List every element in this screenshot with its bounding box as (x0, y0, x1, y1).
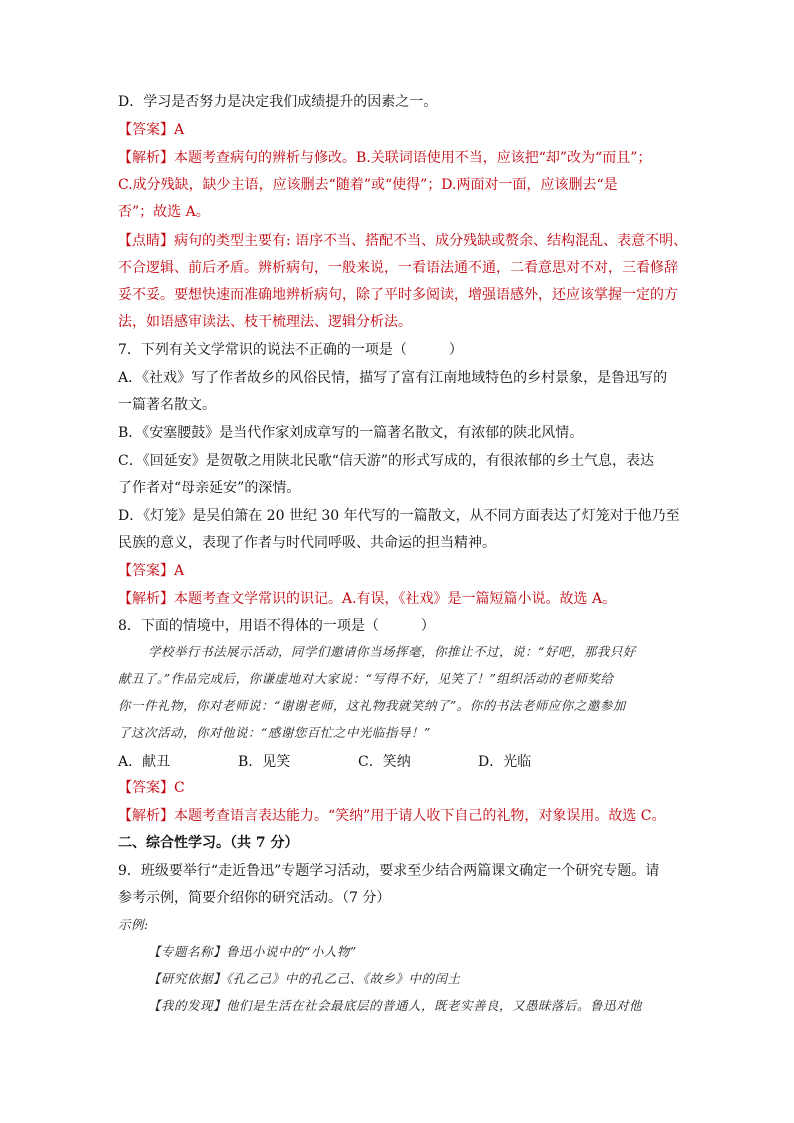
analysis-tag: 【解析】 (118, 808, 174, 824)
q8-option-a: A．献丑 (118, 754, 171, 770)
q7-analysis (118, 589, 616, 609)
analysis-text: 本题考查病句的辨析与修改。B.关联词语使用不当，应该把“却”改为“而且”； (174, 150, 652, 166)
q6-option-d: D．学习是否努力是决定我们成绩提升的因素之一。 (118, 94, 438, 110)
q6-answer (118, 120, 184, 140)
q8-analysis (118, 806, 665, 826)
q7-option-a-cont: 一篇著名散文。 (118, 397, 216, 413)
q8-passage-line: 你一件礼物，你对老师说：“谢谢老师，这礼物我就笑纳了”。你的书法老师应你之邀参加 (118, 698, 626, 713)
q8-stem: 8．下面的情境中，用语不得体的一项是（ ） (118, 618, 435, 634)
answer-value: A (174, 122, 185, 138)
q7-answer (118, 561, 184, 581)
q8-option-c: C．笑纳 (358, 754, 411, 770)
q7-option-d: D．《灯笼》是吴伯箫在 20 世纪 30 年代写的一篇散文，从不同方面表达了灯笼对于他乃至 (118, 508, 680, 524)
q9-stem-cont: 参考示例，简要介绍你的研究活动。（7 分） (118, 890, 391, 906)
q6-analysis-line: 否”；故选 A。 (118, 204, 210, 220)
analysis-text: 本题考查文学常识的识记。A.有误，《社戏》是一篇短篇小说。故选 A。 (174, 591, 617, 607)
q8-answer (118, 778, 185, 798)
q6-analysis-line: C.成分残缺，缺少主语，应该删去“随着”或“使得”；D.两面对一面，应该删去“是 (118, 177, 618, 193)
section-heading: 二、综合性学习。（共 7 分） (118, 835, 299, 851)
q6-tip-line (118, 231, 687, 251)
q7-option-b: B．《安塞腰鼓》是当代作家刘成章写的一篇著名散文，有浓郁的陕北风情。 (118, 425, 584, 441)
q8-passage-line: 献丑了。”作品完成后，你谦虚地对大家说：“写得不好，见笑了！”组织活动的老师奖给 (118, 671, 614, 686)
q9-example-line: 【研究依据】《孔乙己》中的孔乙己、《故乡》中的闰土 (148, 971, 461, 986)
q7-stem: 7．下列有关文学常识的说法不正确的一项是（ ） (118, 342, 463, 358)
answer-value: A (174, 563, 185, 579)
answer-value: C (174, 780, 185, 796)
analysis-tag: 【解析】 (118, 591, 174, 607)
analysis-text: 本题考查语言表达能力。“笑纳”用于请人收下自己的礼物，对象误用。故选 C。 (174, 808, 666, 824)
q6-tip-line: 妥不妥。要想快速而准确地辨析病句，除了平时多阅读，增强语感外，还应该掌握一定的方 (118, 287, 678, 303)
answer-tag: 【答案】 (118, 122, 174, 138)
q9-stem: 9．班级要举行“走近鲁迅”专题学习活动，要求至少结合两篇课文确定一个研究专题。请 (118, 863, 660, 879)
q6-analysis-line (118, 148, 651, 168)
q7-option-c: C．《回延安》是贺敬之用陕北民歌“信天游”的形式写成的，有很浓郁的乡土气息，表达 (118, 453, 655, 469)
q6-tip-line: 法，如语感审读法、枝干梳理法、逻辑分析法。 (118, 314, 412, 330)
q9-example-line: 【我的发现】他们是生活在社会最底层的普通人，既老实善良，又愚昧落后。鲁迅对他 (148, 998, 643, 1013)
answer-tag: 【答案】 (118, 780, 174, 796)
q8-option-b: B．见笑 (238, 754, 291, 770)
tip-text: 病句的类型主要有: 语序不当、搭配不当、成分残缺或赘余、结构混乱、表意不明、 (174, 233, 688, 249)
q6-tip-line: 不合逻辑、前后矛盾。辨析病句，一般来说，一看语法通不通，二看意思对不对，三看修辞 (118, 260, 678, 276)
q9-example-line: 【专题名称】鲁迅小说中的“小人物” (148, 944, 357, 959)
tip-tag: 【点睛】 (118, 233, 174, 249)
answer-tag: 【答案】 (118, 563, 174, 579)
q7-option-c-cont: 了作者对“母亲延安”的深情。 (118, 480, 301, 496)
q8-passage-line: 学校举行书法展示活动，同学们邀请你当场挥毫，你推让不过，说：“好吧，那我只好 (148, 644, 636, 659)
q9-example-label: 示例: (118, 917, 149, 932)
q7-option-a: A．《社戏》写了作者故乡的风俗民情，描写了富有江南地域特色的乡村景象，是鲁迅写的 (118, 370, 668, 386)
q8-option-d: D．光临 (478, 754, 532, 770)
q7-option-d-cont: 民族的意义，表现了作者与时代同呼吸、共命运的担当精神。 (118, 535, 496, 551)
q8-passage-line: 了这次活动，你对他说：“感谢您百忙之中光临指导！” (118, 725, 431, 740)
analysis-tag: 【解析】 (118, 150, 174, 166)
